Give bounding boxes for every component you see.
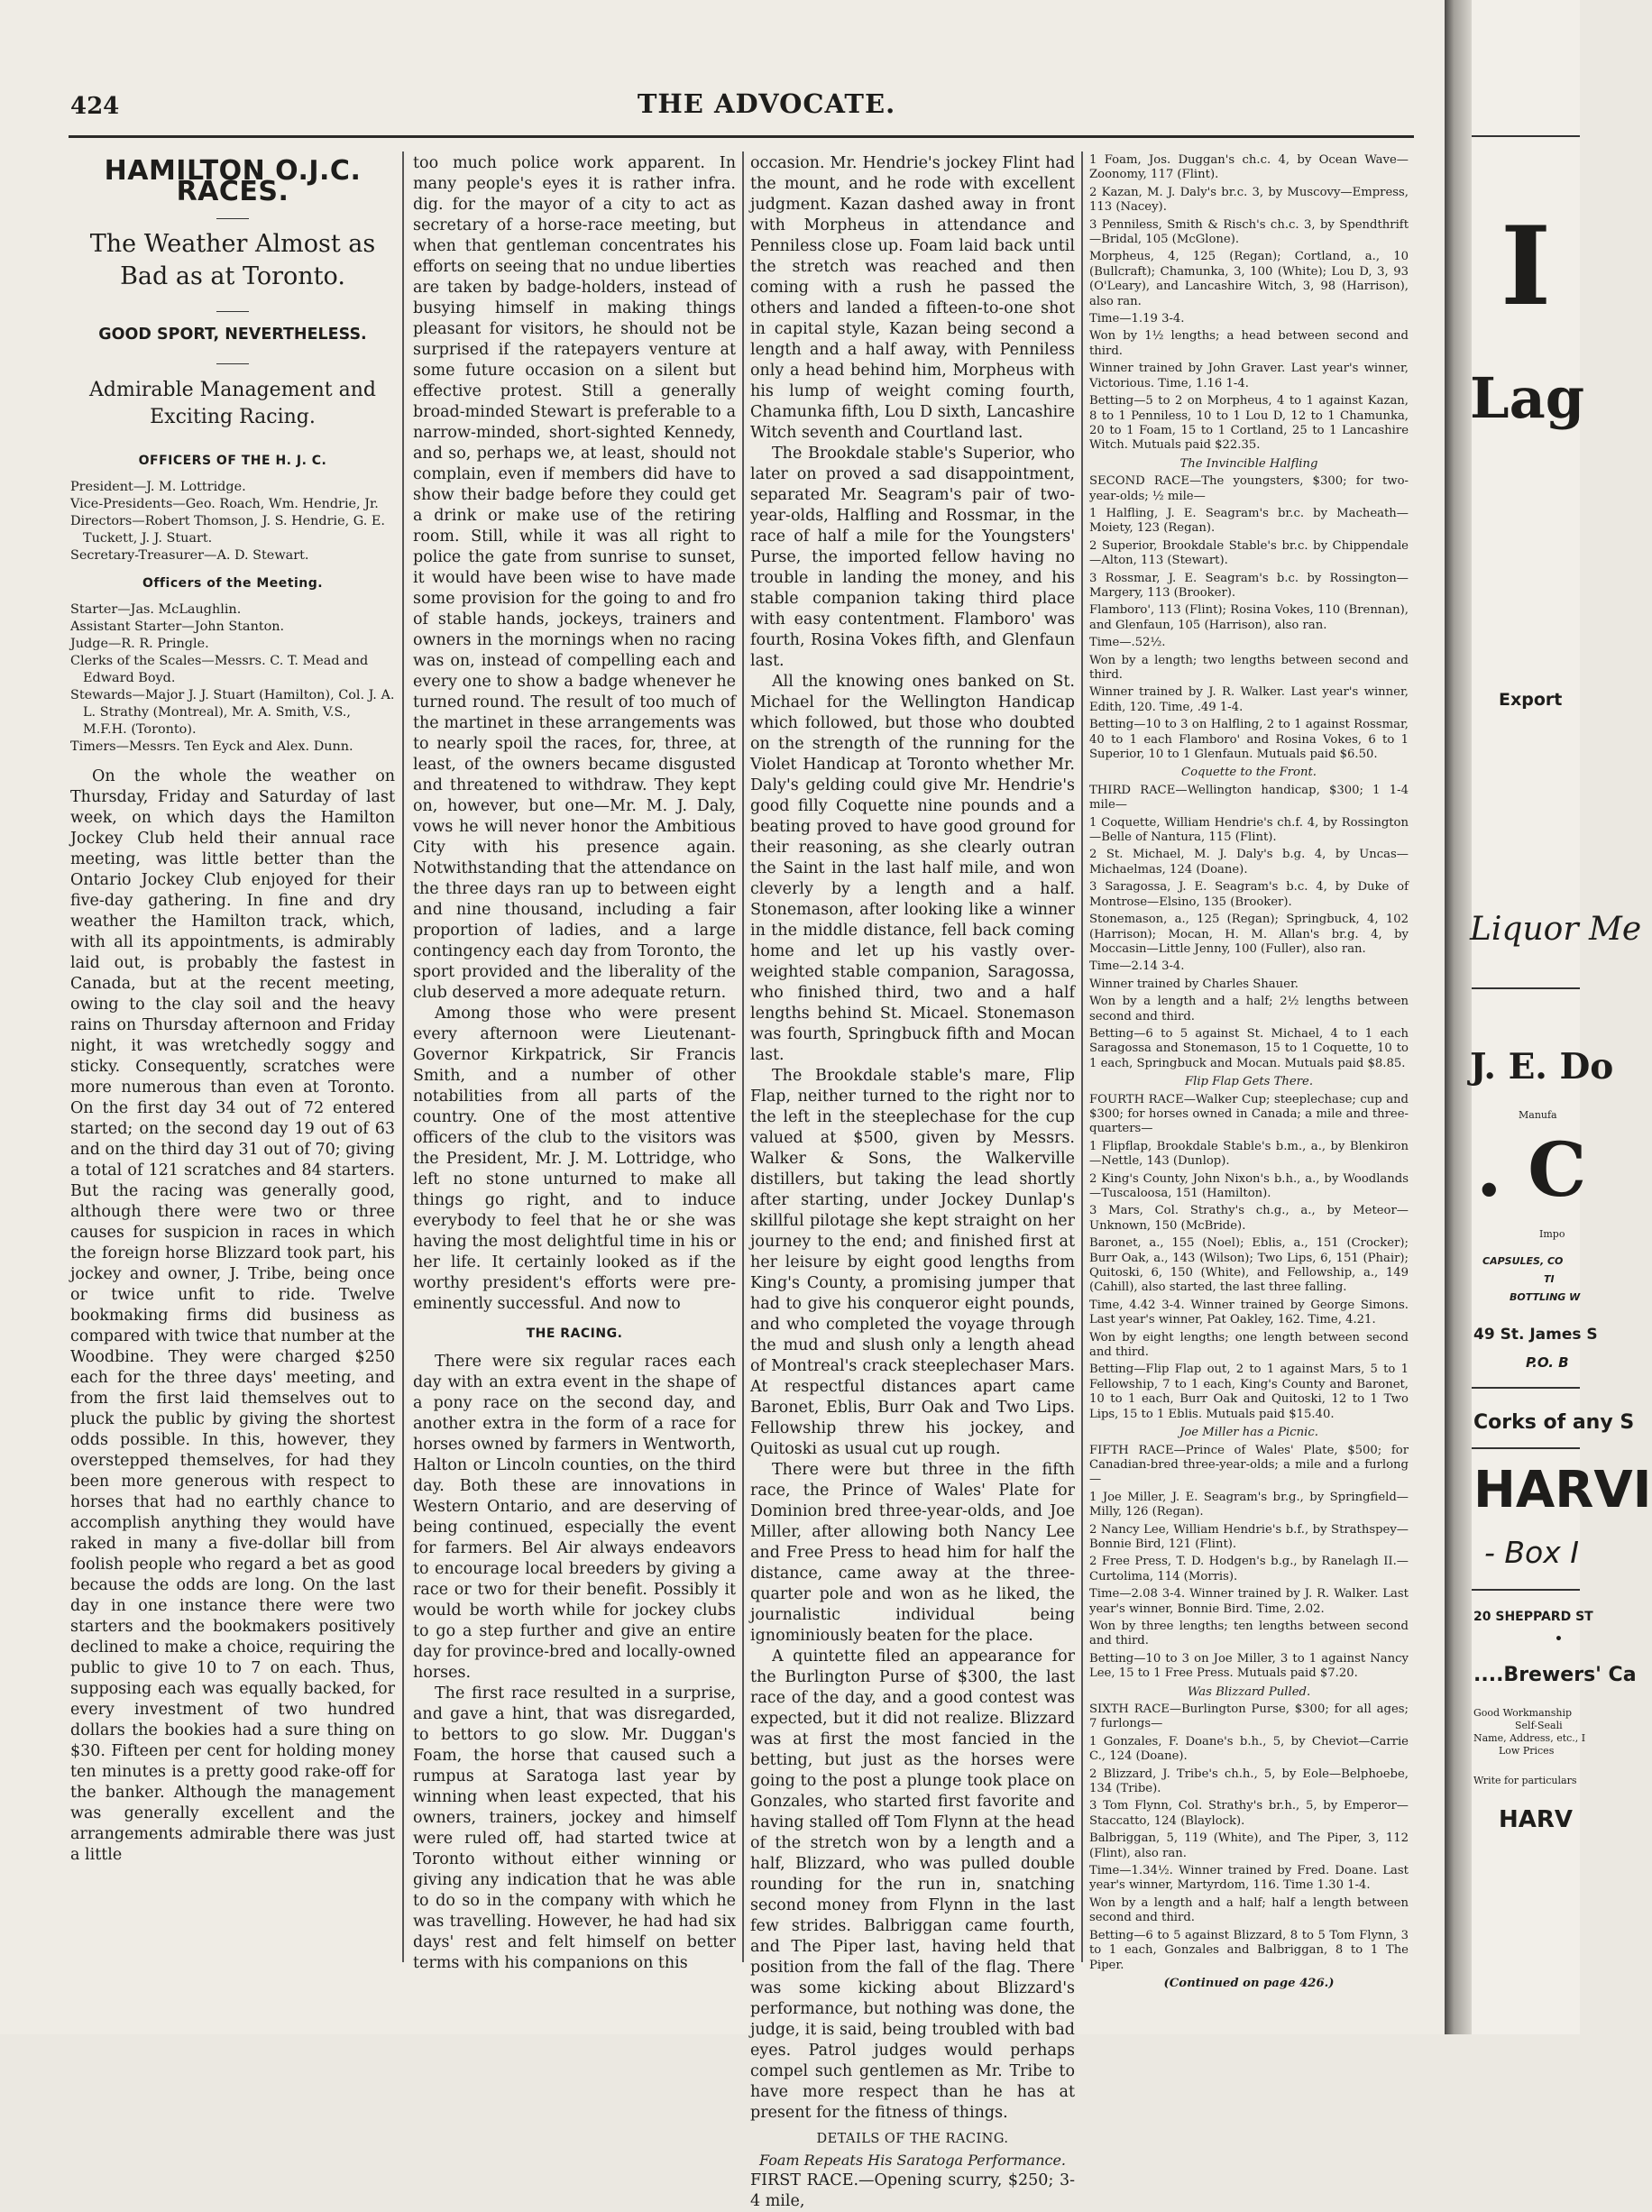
result-line: 1 Gonzales, F. Doane's b.h., 5, by Cheviot—Carrie C., 124 (Doane). — [1089, 1734, 1409, 1764]
article-paragraph: The first race resulted in a surprise, and gave a hint, that was disregarded, to bettors to go slow. Mr. Duggan's Foam, the horse that caused such a rumpus at Saratoga last year by winning when least expected, that his owners, trainers, jockey and himself were ruled off, had started twice at Toronto without either winning or giving any indication that he was able to do so in the company with which he was travelling. However, he had had six days' rest and felt himself on better terms with his companions on this — [413, 1684, 736, 1972]
result-line: Time—1.34½. Winner trained by Fred. Doane. Last year's winner, Martyrdom, 116. Time 1.30 1-4. — [1089, 1864, 1409, 1893]
result-line: 2 St. Michael, M. J. Daly's b.g. 4, by Uncas—Michaelmas, 124 (Doane). — [1089, 848, 1409, 877]
ad-selfseal: Self-Seali — [1515, 1720, 1563, 1731]
ad-harv: HARV — [1499, 1806, 1574, 1833]
result-line: Winner trained by J. R. Walker. Last year's winner, Edith, 120. Time, .49 1-4. — [1089, 685, 1409, 714]
article-paragraph: Among those who were present every afternoon were Lieutenant-Governor Kirkpatrick, Sir Francis Smith, and a number of other notabilities from all parts of the country. One of the most attentive officers of the club to the visitors was the President, Mr. J. M. Lottridge, who left no stone unturned to make all things go right, and to induce everybody to feel that he or she was having the most delightful time in his or her life. It certainly looked as if the worthy president's efforts were pre-eminently successful. And now to — [413, 1005, 736, 1313]
ad-capsules: CAPSULES, CO — [1482, 1255, 1564, 1267]
result-line: Won by a length and a half; 2½ lengths between second and third. — [1089, 995, 1409, 1023]
adjacent-rule — [1472, 135, 1580, 137]
ad-brewers: ....Brewers' Ca — [1473, 1664, 1637, 1686]
result-line: Time—1.19 3-4. — [1089, 312, 1185, 326]
race-2-results — [1089, 474, 1409, 762]
list-item: President—J. M. Lottridge. — [70, 480, 246, 494]
result-line: Betting—6 to 5 against Blizzard, 8 to 5 Tom Flynn, 3 to 1 each, Gonzales and Balbriggan, 8 to 1 The Piper. — [1089, 1928, 1409, 1972]
result-line: Balbriggan, 5, 119 (White), and The Piper, 3, 112 (Flint), also ran. — [1089, 1831, 1409, 1860]
meeting-officers-title: Officers of the Meeting. — [142, 576, 324, 591]
divider-dash — [216, 218, 249, 219]
result-line: Stonemason, a., 125 (Regan); Springbuck, 4, 102 (Harrison); Mocan, H. M. Allan's br.g. 4, by Moccasin—Little Jenny, 100 (Fuller), also ran. — [1089, 913, 1409, 956]
column-4-race-results — [1089, 153, 1409, 1990]
article-paragraph: A quintette filed an appearance for the Burlington Purse of $300, the last race of the day, and a good contest was expected, but it did not realize. Blizzard was at first the most fancied in the betting, but just as the horses were going to the post a plunge took place on Gonzales, who started first favorite and having stalled off Tom Flynn at the head of the stretch won by a length and a half, Blizzard, who was pulled double rounding for the run in, snatching second money from Flynn in the last few strides. Balbriggan came fourth, and The Piper last, having held that position from the fall of the flag. There was some kicking about Blizzard's performance, but nothing was done, the judge, it is said, being troubled with bad eyes. Patrol judges would perhaps compel such gentlemen as Mr. Tribe to have more respect than he has at present for the fitness of things. — [750, 1648, 1075, 2122]
ad-jedo: J. E. Do — [1470, 1046, 1614, 1088]
race-3-results — [1089, 784, 1409, 1071]
ad-ti: TI — [1544, 1273, 1555, 1285]
result-line: 3 Tom Flynn, Col. Strathy's br.h., 5, by Emperor—Staccatto, 124 (Blaylock). — [1089, 1799, 1409, 1828]
masthead-rule — [69, 135, 1414, 138]
list-item: Judge—R. R. Pringle. — [70, 637, 209, 651]
race-6-title: Was Blizzard Pulled. — [1187, 1684, 1311, 1699]
race-3-title: Coquette to the Front. — [1181, 766, 1317, 780]
list-item: Directors—Robert Thomson, J. S. Hendrie, G. E. Tuckett, J. J. Stuart. — [70, 514, 385, 546]
details-title: DETAILS OF THE RACING. — [816, 2132, 1009, 2146]
result-line: 2 Blizzard, J. Tribe's ch.h., 5, by Eole—Belphoebe, 134 (Tribe). — [1089, 1767, 1409, 1796]
adjacent-page — [1470, 0, 1652, 2034]
result-line: Won by 1½ lengths; a head between second and third. — [1089, 329, 1409, 358]
list-item: Timers—Messrs. Ten Eyck and Alex. Dunn. — [70, 739, 353, 754]
article-paragraph: All the knowing ones banked on St. Michael for the Wellington Handicap which followed, but those who doubted on the strength of the running for the Violet Handicap at Toronto whether Mr. Daly's gelding could give Mr. Hendrie's good filly Coquette nine pounds and a beating proved to have good ground for their reasoning, as she clearly outran the Saint in the last half mile, and won cleverly by a length and a half. Stonemason, after looking like a winner in the middle distance, fell back coming home and let up his vastly over-weighted stable companion, Saragossa, who finished third, two and a half lengths behind St. Micael. Stonemason was fourth, Springbuck fifth and Mocan last. — [750, 673, 1075, 1064]
result-line: Betting—10 to 3 on Halfling, 2 to 1 against Rossmar, 40 to 1 each Flamboro' and Rosina Vokes, 6 to 1 Superior, 10 to 1 Glenfaun. Mutuals paid $6.50. — [1089, 718, 1409, 762]
book-gutter — [1445, 0, 1472, 2034]
result-line: 3 Mars, Col. Strathy's ch.g., a., by Meteor—Unknown, 150 (McBride). — [1089, 1204, 1409, 1233]
result-line: SECOND RACE—The youngsters, $300; for two-year-olds; ½ mile— — [1089, 474, 1409, 503]
ad-write: Write for particulars — [1473, 1775, 1577, 1786]
officers-list — [70, 479, 395, 564]
result-line: Winner trained by John Graver. Last year's winner, Victorious. Time, 1.16 1-4. — [1089, 362, 1409, 390]
ad-po: P.O. B — [1526, 1354, 1569, 1371]
result-line: Flamboro', 113 (Flint); Rosina Vokes, 110 (Brennan), and Glenfaun, 105 (Harrison), also ran. — [1089, 603, 1409, 632]
ad-impo: Impo — [1539, 1228, 1565, 1240]
article-subhead: GOOD SPORT, NEVERTHELESS. — [98, 326, 367, 344]
ad-lager: Lag — [1470, 365, 1585, 431]
ad-bottling: BOTTLING W — [1510, 1291, 1581, 1303]
result-line: Betting—10 to 3 on Joe Miller, 3 to 1 against Nancy Lee, 15 to 1 Free Press. Mutuals paid $7.20. — [1089, 1651, 1409, 1681]
result-line: Morpheus, 4, 125 (Regan); Cortland, a., 10 (Bullcraft); Chamunka, 3, 100 (White); Lou D, 3, 93 (O'Leary), and Lancashire Witch, 3, 98 (Harrison), also ran. — [1089, 250, 1409, 308]
first-race-heading: FIRST RACE.—Opening scurry, $250; 3-4 mile, — [750, 2171, 1075, 2210]
meeting-officers-list — [70, 601, 395, 756]
article-headline: HAMILTON O.J.C. RACES. — [104, 155, 362, 207]
article-paragraph: The Brookdale stable's Superior, who later on proved a sad disappointment, separated Mr. Seagram's pair of two-year-olds, Halfling and Rossmar, in the race of half a mile for the Youngsters' Purse, the imported fellow having no trouble in landing the money, and his stable companion taking third place with easy contentment. Flamboro' was fourth, Rosina Vokes fifth, and Glenfaun last. — [750, 445, 1075, 670]
article-paragraph: There were six regular races each day with an extra event in the shape of a pony race on the second day, and another extra in the form of a race for horses owned by farmers in Wentworth, Halton or Lincoln counties, on the third day. Both these are innovations in Western Ontario, and are deserving of being continued, especially the event for farmers. Bel Air always endeavors to encourage local breeders by giving a race or two for their benefit. Possibly it would be worth while for jockey clubs to go a step further and give an entire day for province-bred and locally-owned horses. — [413, 1353, 736, 1682]
column-3 — [750, 153, 1075, 2210]
race-5-results — [1089, 1444, 1409, 1682]
officers-title: OFFICERS OF THE H. J. C. — [138, 454, 327, 468]
result-line: 2 Superior, Brookdale Stable's br.c. by Chippendale—Alton, 113 (Stewart). — [1089, 538, 1409, 568]
result-line: Betting—6 to 5 against St. Michael, 4 to 1 each Saragossa and Stonemason, 15 to 1 Coquette, 10 to 1 each, Springbuck and Mocan. Mutuals paid $8.85. — [1089, 1026, 1409, 1070]
result-line: 1 Coquette, William Hendrie's ch.f. 4, by Rossington—Belle of Nantura, 115 (Flint). — [1089, 815, 1409, 845]
result-line: Won by eight lengths; one length between second and third. — [1089, 1330, 1409, 1360]
divider-dash — [216, 311, 249, 312]
result-line: 2 King's County, John Nixon's b.h., a., by Woodlands—Tuscaloosa, 151 (Hamilton). — [1089, 1171, 1409, 1200]
result-line: Betting—5 to 2 on Morpheus, 4 to 1 against Kazan, 8 to 1 Penniless, 10 to 1 Lou D, 12 to 1 Chamunka, 20 to 1 Foam, 15 to 1 Cortland, 25 to 1 Lancashire Witch. Mutuals paid $22.35. — [1089, 394, 1409, 453]
list-item: Secretary-Treasurer—A. D. Stewart. — [70, 548, 309, 563]
details-subtitle: Foam Repeats His Saratoga Performance. — [758, 2152, 1067, 2169]
result-line: Betting—Flip Flap out, 2 to 1 against Mars, 5 to 1 Fellowship, 7 to 1 each, King's County and Baronet, 10 to 1 each, Burr Oak and Quitoski, 12 to 1 Two Lips, 15 to 1 Eblis. Mutuals paid $15.40. — [1089, 1363, 1409, 1421]
result-line: FOURTH RACE—Walker Cup; steeplechase; cup and $300; for horses owned in Canada; a mile and three-quarters— — [1089, 1092, 1409, 1136]
race-1-results — [1089, 153, 1409, 454]
list-item: Assistant Starter—John Stanton. — [70, 620, 285, 634]
result-line: 1 Halfling, J. E. Seagram's br.c. by Macheath—Moiety, 123 (Regan). — [1089, 506, 1409, 536]
ad-james: 49 St. James S — [1473, 1326, 1598, 1344]
ad-big-letter: I — [1501, 203, 1552, 330]
ad-harvi: HARVI — [1473, 1461, 1652, 1519]
column-2 — [413, 153, 736, 1972]
result-line: 1 Flipflap, Brookdale Stable's b.m., a., by Blenkiron—Nettle, 143 (Dunlop). — [1089, 1139, 1409, 1169]
result-line: Won by a length; two lengths between second and third. — [1089, 653, 1409, 682]
race-4-results — [1089, 1093, 1409, 1423]
result-line: Baronet, a., 155 (Noel); Eblis, a., 151 (Crocker); Burr Oak, a., 143 (Wilson); Two Lips, 6, 151 (Phair); Quitoski, 6, 150 (White), and Fellowship, a., 149 (Cahill), also started, the last three falling. — [1089, 1236, 1409, 1295]
article-paragraph: occasion. Mr. Hendrie's jockey Flint had the mount, and he rode with excellent judgment. Kazan dashed away in front with Morpheus in attendance and Penniless close up. Foam laid back until the stretch was reached and then coming with a rush he passed the others and landed a fifteen-to-one shot in capital style, Kazan being second a length and a half away, with Penniless only a head behind him, Morpheus with his lump of weight coming fourth, Chamunka fifth, Lou D sixth, Lancashire Witch seventh and Courtland last. — [750, 154, 1075, 442]
article-paragraph: The Brookdale stable's mare, Flip Flap, neither turned to the right nor to the left in the steeplechase for the cup valued at $500, given by Messrs. Walker & Sons, the Walkerville distillers, but taking the lead shortly after starting, under Jockey Dunlap's skillful pilotage she kept straight on her journey to the end; and finished first at her leisure by eight good lengths from King's County, a promising jumper that had to give his conqueror eight pounds, and who completed the voyage through the mud and slush only a length ahead of Montreal's crack steeplechaser Mars. At respectful distances apart came Baronet, Eblis, Burr Oak and Two Lips. Fellowship threw his jockey, and Quitoski as usual cut up rough. — [750, 1067, 1075, 1458]
ad-low: Low Prices — [1499, 1745, 1555, 1757]
result-line: Time, 4.42 3-4. Winner trained by George Simons. Last year's winner, Pat Oakley, 162. Time, 4.21. — [1089, 1298, 1409, 1327]
article-paragraph: There were but three in the fifth race, the Prince of Wales' Plate for Dominion bred three-year-olds, and Joe Miller, after allowing both Nancy Lee and Free Press to head him for half the distance, came away at the three-quarter pole and won as he liked, the journalistic individual being ignominiously beaten for the place. — [750, 1461, 1075, 1645]
column-divider — [742, 151, 744, 1962]
list-item: Stewards—Major J. J. Stuart (Hamilton), Col. J. A. L. Strathy (Montreal), Mr. A. Smith, V.S., M.F.H. (Toronto). — [70, 688, 395, 737]
article-subhead: The Weather Almost as Bad as at Toronto. — [89, 230, 376, 290]
bullet-icon: • — [1555, 1632, 1563, 1647]
result-line: 1 Joe Miller, J. E. Seagram's br.g., by Springfield—Milly, 126 (Regan). — [1089, 1490, 1409, 1519]
result-line: Time—2.14 3-4. — [1089, 959, 1185, 974]
list-item: Starter—Jas. McLaughlin. — [70, 602, 242, 617]
race-6-results — [1089, 1703, 1409, 1973]
masthead: THE ADVOCATE. — [637, 88, 896, 119]
result-line: 3 Penniless, Smith & Risch's ch.c. 3, by Spendthrift—Bridal, 105 (McGlone). — [1089, 217, 1409, 247]
column-divider — [402, 151, 404, 1962]
result-line: 2 Nancy Lee, William Hendrie's b.f., by Strathspey—Bonnie Bird, 121 (Flint). — [1089, 1522, 1409, 1551]
result-line: SIXTH RACE—Burlington Purse, $300; for all ages; 7 furlongs— — [1089, 1703, 1409, 1731]
divider-dash — [216, 363, 249, 364]
article-paragraph: too much police work apparent. In many people's eyes it is rather infra. dig. for the mayor of a city to act as secretary of a horse-race meeting, but when that gentleman concentrates his efforts on seeing that no undue liberties are taken by badge-holders, instead of busying himself in making things pleasant for visitors, he should not be surprised if the ratepayers venture at some future occasion on a silent but effective protest. Still a generally broad-minded Stewart is preferable to a narrow-minded, short-sighted Kennedy, and so, perhaps we, at least, should not complain, even if members did have to show their badge before they could get a drink or make use of the retiring room. Still, while it was all right to police the gate from sunrise to sunset, it would have been wise to have made some provision for the going to and fro of stable hands, jockeys, trainers and owners in the mornings when no racing was on, instead of compelling each and every one to show a badge whenever he turned round. The result of too much of the martinet in these arrangements was to nearly spoil the races, for, three, at least, of the owners became disgusted and threatened to withdraw. They kept on, however, but one—Mr. M. J. Daly, vows he will never honor the Ambitious City with his presence again. Notwithstanding that the attendance on the three days ran up to between eight and nine thousand, including a fair proportion of ladies, and a large contingency each day from Toronto, the sport provided and the liberality of the club deserved a more adequate return. — [413, 154, 736, 1002]
adjacent-rule — [1472, 1589, 1580, 1591]
result-line: 2 Kazan, M. J. Daly's br.c. 3, by Muscovy—Empress, 113 (Nacey). — [1089, 185, 1409, 215]
result-line: 1 Foam, Jos. Duggan's ch.c. 4, by Ocean Wave—Zoonomy, 117 (Flint). — [1089, 153, 1409, 182]
race-5-title: Joe Miller has a Picnic. — [1179, 1426, 1318, 1440]
adjacent-rule — [1472, 1387, 1580, 1389]
article-paragraph: On the whole the weather on Thursday, Friday and Saturday of last week, on which days the Hamilton Jockey Club held their annual race meeting, was little better than the Ontario Jockey Club enjoyed for their five-day gathering. In fine and dry weather the Hamilton track, which, with all its appointments, is admirably laid out, is probably the fastest in Canada, but at the recent meeting, owing to the clay soil and the heavy rains on Thursday afternoon and Friday night, it was wretchedly soggy and sticky. Consequently, scratches were more numerous than even at Toronto. On the first day 34 out of 72 entered started; on the second day 19 out of 63 and on the third day 31 out of 70; giving a total of 121 scratches and 84 starters. But the racing was generally good, although there were two or three causes for suspicion in races in which the foreign horse Blizzard took part, his jockey and owner, J. Tribe, being once or twice unfit to ride. Twelve bookmaking firms did business as compared with twice that number at the Woodbine. They were charged $250 each for the three days' meeting, and from the first laid themselves out to pluck the public by giving the shortest odds possible. In this, however, they overstepped themselves, for had they been more generous with respect to horses that had no earthly chance to accomplish anything they would have raked in many a five-dollar bill from foolish people who regard a bet as good because the odds are long. On the last day in one instance there were two starters and the bookmakers positively declined to make a choice, requiring the public to give 10 to 7 on each. Thus, supposing each was equally backed, for every investment of two hundred dollars the bookies had a sure thing on $30. Fifteen per cent for holding money ten minutes is a pretty good rake-off for the banker. Although the management was generally excellent and the arrangements admirable there was just a little — [70, 767, 395, 1864]
ad-dotc: . C — [1476, 1127, 1587, 1214]
adjacent-rule — [1472, 1447, 1580, 1449]
result-line: FIFTH RACE—Prince of Wales' Plate, $500; for Canadian-bred three-year-olds; a mile and a furlong— — [1089, 1443, 1409, 1487]
result-line: Time—.52½. — [1089, 636, 1166, 650]
ad-liquor: Liquor Me — [1470, 911, 1642, 948]
column-1 — [70, 153, 395, 1948]
ad-sheppard: 20 SHEPPARD ST — [1473, 1610, 1593, 1624]
continued-note: (Continued on page 426.) — [1163, 1976, 1335, 1990]
result-line: 3 Rossmar, J. E. Seagram's b.c. by Rossington—Margery, 113 (Brooker). — [1089, 571, 1409, 600]
result-line: THIRD RACE—Wellington handicap, $300; 1 1-4 mile— — [1089, 783, 1409, 812]
result-line: Won by a length and a half; half a length between second and third. — [1089, 1895, 1409, 1925]
ad-name: Name, Address, etc., I — [1473, 1732, 1586, 1744]
ad-export: Export — [1499, 690, 1563, 710]
result-line: Time—2.08 3-4. Winner trained by J. R. Walker. Last year's winner, Bonnie Bird. Time, 2.02. — [1089, 1587, 1409, 1616]
ad-box: - Box I — [1484, 1535, 1579, 1570]
ad-corks: Corks of any S — [1473, 1411, 1635, 1434]
result-line: Winner trained by Charles Shauer. — [1089, 977, 1299, 991]
adjacent-rule — [1472, 987, 1580, 989]
column-divider — [1081, 151, 1083, 1962]
section-title-racing: THE RACING. — [526, 1326, 623, 1341]
result-line: 3 Saragossa, J. E. Seagram's b.c. 4, by Duke of Montrose—Elsino, 135 (Brooker). — [1089, 880, 1409, 909]
page-number: 424 — [70, 93, 120, 120]
ad-manuf: Manufa — [1519, 1109, 1557, 1121]
result-line: 2 Free Press, T. D. Hodgen's b.g., by Ranelagh II.—Curtolima, 114 (Morris). — [1089, 1555, 1409, 1583]
result-line: Won by three lengths; ten lengths between second and third. — [1089, 1619, 1409, 1648]
list-item: Vice-Presidents—Geo. Roach, Wm. Hendrie, Jr. — [70, 497, 379, 511]
race-2-title: The Invincible Halfling — [1179, 456, 1318, 471]
race-4-title: Flip Flap Gets There. — [1184, 1075, 1314, 1089]
article-subhead: Admirable Management and Exciting Racing. — [89, 379, 376, 428]
ad-good: Good Workmanship — [1473, 1707, 1573, 1719]
list-item: Clerks of the Scales—Messrs. C. T. Mead and Edward Boyd. — [70, 654, 369, 685]
